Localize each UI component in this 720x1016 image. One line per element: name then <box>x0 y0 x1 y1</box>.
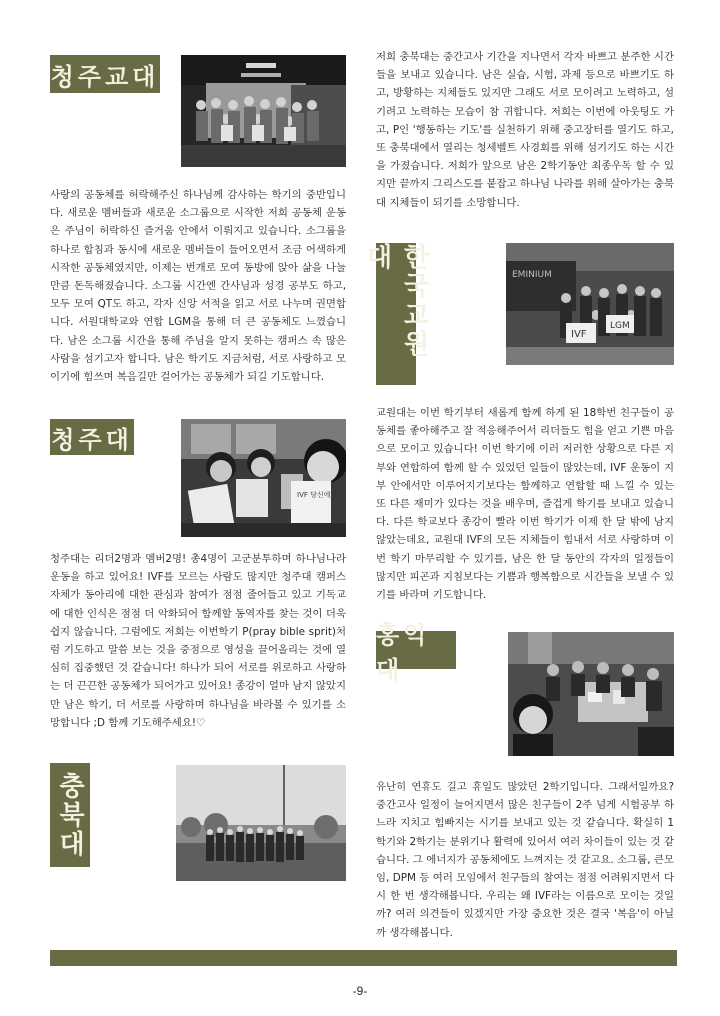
photo-hongik-group <box>508 632 674 756</box>
hongik-text: 유난히 연휴도 길고 휴일도 많았던 2학기입니다. 그래서일까요? 중간고사 일정이 늘어지면서 많은 친구들이 2주 넘게 시험공부 하느라 지치고 힘빠지는 시기를 보내고 있는 것 같습니다. 확실히 1학기와 2학기는 분위기나 활력에 있어서 여러 차이들이 있는 것 같습니다. 그 에너지가 공동체에도 느껴지는 것 같고요. 소그룹, 큰모임, DPM 등 여러 모임에서 친구들의 참여는 점점 어려워지면서 다시 한 번 생각해봅니다. 우리는 왜 IVF라는 이름으로 모이는 것일까? 여러 의견들이 있겠지만 가장 중요한 것은 결국 '복음'이 아닐까 생각해봅니다. <box>376 781 674 939</box>
photo-chungbuk-group <box>176 765 346 881</box>
photo-cheongju-edu-group <box>181 55 346 167</box>
section-label-knue: 한국교원대 <box>376 243 416 385</box>
section-label-chungbuk: 충북대 <box>50 763 90 867</box>
footer-bar <box>50 950 677 966</box>
photo-cheongju-members <box>181 419 346 537</box>
chungbuk-text: 저희 충북대는 중간고사 기간을 지나면서 각자 바쁘고 분주한 시간들을 보내고 있습니다. 남은 실습, 시험, 과제 등으로 바쁘기도 하고, 방황하는 지체들도 있지만 그래도 서로 모이려고 노력하고, 섬기려고 노력하는 모습이 참 귀합니다. 저희는 이번에 아웃팅도 가고, P인 '행동하는 기도'를 실천하기 위해 중고장터를 열기도 하고, 또 충북대에서 열리는 청세벨트 사경회를 위해 섬기기도 하는 시간을 가졌습니다. 저희가 앞으로 남은 2학기동안 최종우독 할 수 있지만 끝까지 그리스도를 붙잡고 하나님 나라를 위해 살아가는 충북대 지체들이 되기를 소망합니다. <box>376 51 674 209</box>
page-number: -9- <box>352 984 368 998</box>
section-label-cheongju-edu: 청주교대 <box>50 55 160 93</box>
section-label-hongik: 홍익대 <box>376 631 456 669</box>
booklet-title: IVF 당신에게 <box>297 491 338 499</box>
sign-ivf: IVF <box>571 329 587 340</box>
cheongju-text: 청주대는 리더2명과 멤버2명! 총4명이 고군분투하며 하나님나라 운동을 하고 있어요! IVF를 모르는 사람도 많지만 청주대 캠퍼스 자체가 동아리에 대한 관심과 참여가 점점 줄어들고 있고 기독교에 대한 인식은 점점 더 악화되어 함께할 동역자를 찾는 것이 더욱 쉽지 않습니다. 그럼에도 저희는 이번학기 P(pray bible sprit)처럼 기도하고 말씀 보는 것을 중점으로 영성을 끌어올리는 것에 열심히 집중했던 것 같습니다! 하나가 되어 서로를 위로하고 사랑하는 더 끈끈한 공동체가 되어가고 있어요! 종강이 얼마 남지 않았지만 남은 학기, 더 서로를 사랑하며 하나님을 바라볼 수 있기를 소망합니다 ;D 함께 기도해주세요!♡ <box>50 553 346 729</box>
section-label-cheongju: 청주대 <box>50 419 134 455</box>
sign-lgm: LGM <box>610 321 630 331</box>
banner-text: EMINIUM <box>512 270 552 280</box>
photo-knue-group <box>506 243 674 365</box>
cheongju-edu-text: 사랑의 공동체를 허락해주신 하나님께 감사하는 학기의 중반입니다. 새로운 멤버들과 새로운 소그룹으로 시작한 저희 공동체 운동은 주님이 허락하신 즐거움 안에서 이뤄지고 있습니다. 소그룹을 하나로 합침과 동시에 새로운 멤버들이 들어오면서 조금 어색하게 시작한 공동체였지만, 이제는 번개로 모여 동방에 앉아 삶을 나눌 만큼 돈독해졌습니다. 소그룹 시간엔 간사님과 성경 공부도 하고, 모두 모여 QT도 하고, 각자 신앙 서적을 읽고 서로 나누며 권면합니다. 서원대학교와 연합 LGM을 통해 더 큰 공동체도 느꼈습니다. 남은 소그룹 시간을 통해 주님을 알지 못하는 캠퍼스 속 많은 사람을 섬기고자 합니다. 남은 학기도 지금처럼, 서로 사랑하고 모이기에 힘쓰며 복음길만 걸어가는 공동체가 되길 기도합니다. <box>50 189 346 384</box>
knue-text: 교원대는 이번 학기부터 새롭게 함께 하게 된 18학번 친구들이 공동체를 좋아해주고 잘 적응해주어서 리더들도 힘을 얻고 기쁜 마음으로 모이고 있습니다! 이번 학기에 이러 저러한 상황으로 다른 지부와 연합하여 함께 할 수 있었던 일들이 많았는데, IVF 운동이 지부 안에서만 이루어지기보다는 함께하고 연합할 때 느낄 수 있는 또 다른 재미가 있다는 것을 배우며, 즐겁게 학기를 보내고 있습니다. 다른 학교보다 종강이 빨라 이번 학기가 이제 한 달 밖에 남지 않았는데요, 교원대 IVF의 모든 지체들이 힘내서 서로 사랑하며 이번 학기 마무리할 수 있기를, 남은 한 달 동안의 각자의 일정들이 많지만 피곤과 지침보다는 기쁨과 행복함으로 시간들을 보낼 수 있기를 바라며 기도합니다. <box>376 407 674 602</box>
